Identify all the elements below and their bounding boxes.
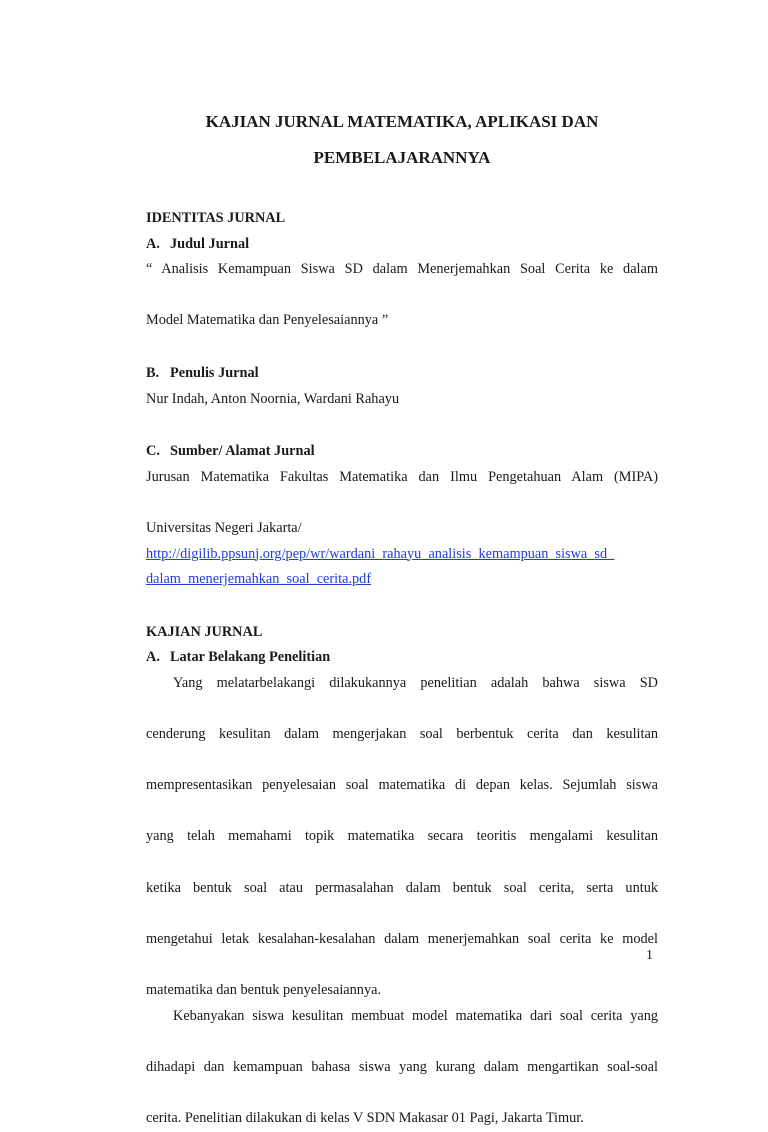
item-marker: B. <box>146 364 160 381</box>
judul-line-2: Model Matematika dan Penyelesaiannya ” <box>146 312 389 329</box>
paragraph-line: Yang melatarbelakangi dilakukannya penelitian adalah bahwa siswa SD <box>173 674 658 691</box>
item-label: Judul Jurnal <box>170 235 250 252</box>
document-body <box>146 206 658 1132</box>
paragraph-line: ketika bentuk soal atau permasalahan dalam bentuk soal cerita, serta untuk <box>146 879 658 896</box>
paragraph-2 <box>146 1004 658 1132</box>
subheading-judul <box>146 232 658 258</box>
sumber-line-1: Jurusan Matematika Fakultas Matematika dan Ilmu Pengetahuan Alam (MIPA) <box>146 468 658 485</box>
item-marker: A. <box>146 649 160 666</box>
paragraph-line: yang telah memahami topik matematika secara teoritis mengalami kesulitan <box>146 828 658 845</box>
item-label: Penulis Jurnal <box>170 364 259 381</box>
item-label: Sumber/ Alamat Jurnal <box>170 443 315 460</box>
section-heading-kajian: KAJIAN JURNAL <box>146 623 263 640</box>
paragraph-line: cerita. Penelitian dilakukan di kelas V SDN Makasar 01 Pagi, Jakarta Timur. <box>146 1110 584 1126</box>
paragraph-1 <box>146 671 658 1004</box>
paragraph-line: mempresentasikan penyelesaian soal matematika di depan kelas. Sejumlah siswa <box>146 777 658 794</box>
journal-link-line-1[interactable]: http://digilib.ppsunj.org/pep/wr/wardani_rahayu_analisis_kemampuan_siswa_sd_ <box>146 545 615 562</box>
paragraph-line: cenderung kesulitan dalam mengerjakan soal berbentuk cerita dan kesulitan <box>146 726 658 743</box>
page-number: 1 <box>646 948 653 963</box>
subheading-sumber <box>146 439 658 465</box>
judul-line-1: “ Analisis Kemampuan Siswa SD dalam Menerjemahkan Soal Cerita ke dalam <box>146 261 658 278</box>
subheading-latar-belakang <box>146 645 658 671</box>
paragraph-line: matematika dan bentuk penyelesaiannya. <box>146 982 382 999</box>
sumber-line-2: Universitas Negeri Jakarta/ <box>146 519 302 536</box>
document-title <box>146 104 658 176</box>
title-line-1: KAJIAN JURNAL MATEMATIKA, APLIKASI DAN <box>205 112 599 131</box>
item-marker: C. <box>146 443 160 460</box>
penulis-text: Nur Indah, Anton Noornia, Wardani Rahayu <box>146 390 400 407</box>
paragraph-line: Kebanyakan siswa kesulitan membuat model matematika dari soal cerita yang <box>173 1007 658 1024</box>
item-marker: A. <box>146 235 160 252</box>
paragraph-line: dihadapi dan kemampuan bahasa siswa yang kurang dalam mengartikan soal-soal <box>146 1058 658 1075</box>
item-label: Latar Belakang Penelitian <box>170 649 331 666</box>
paragraph-line: mengetahui letak kesalahan-kesalahan dalam menerjemahkan soal cerita ke model <box>146 930 658 947</box>
section-heading-identitas: IDENTITAS JURNAL <box>146 210 286 226</box>
journal-link-line-2[interactable]: dalam_menerjemahkan_soal_cerita.pdf <box>146 571 372 588</box>
subheading-penulis <box>146 361 658 387</box>
title-line-2: PEMBELAJARANNYA <box>313 148 491 167</box>
